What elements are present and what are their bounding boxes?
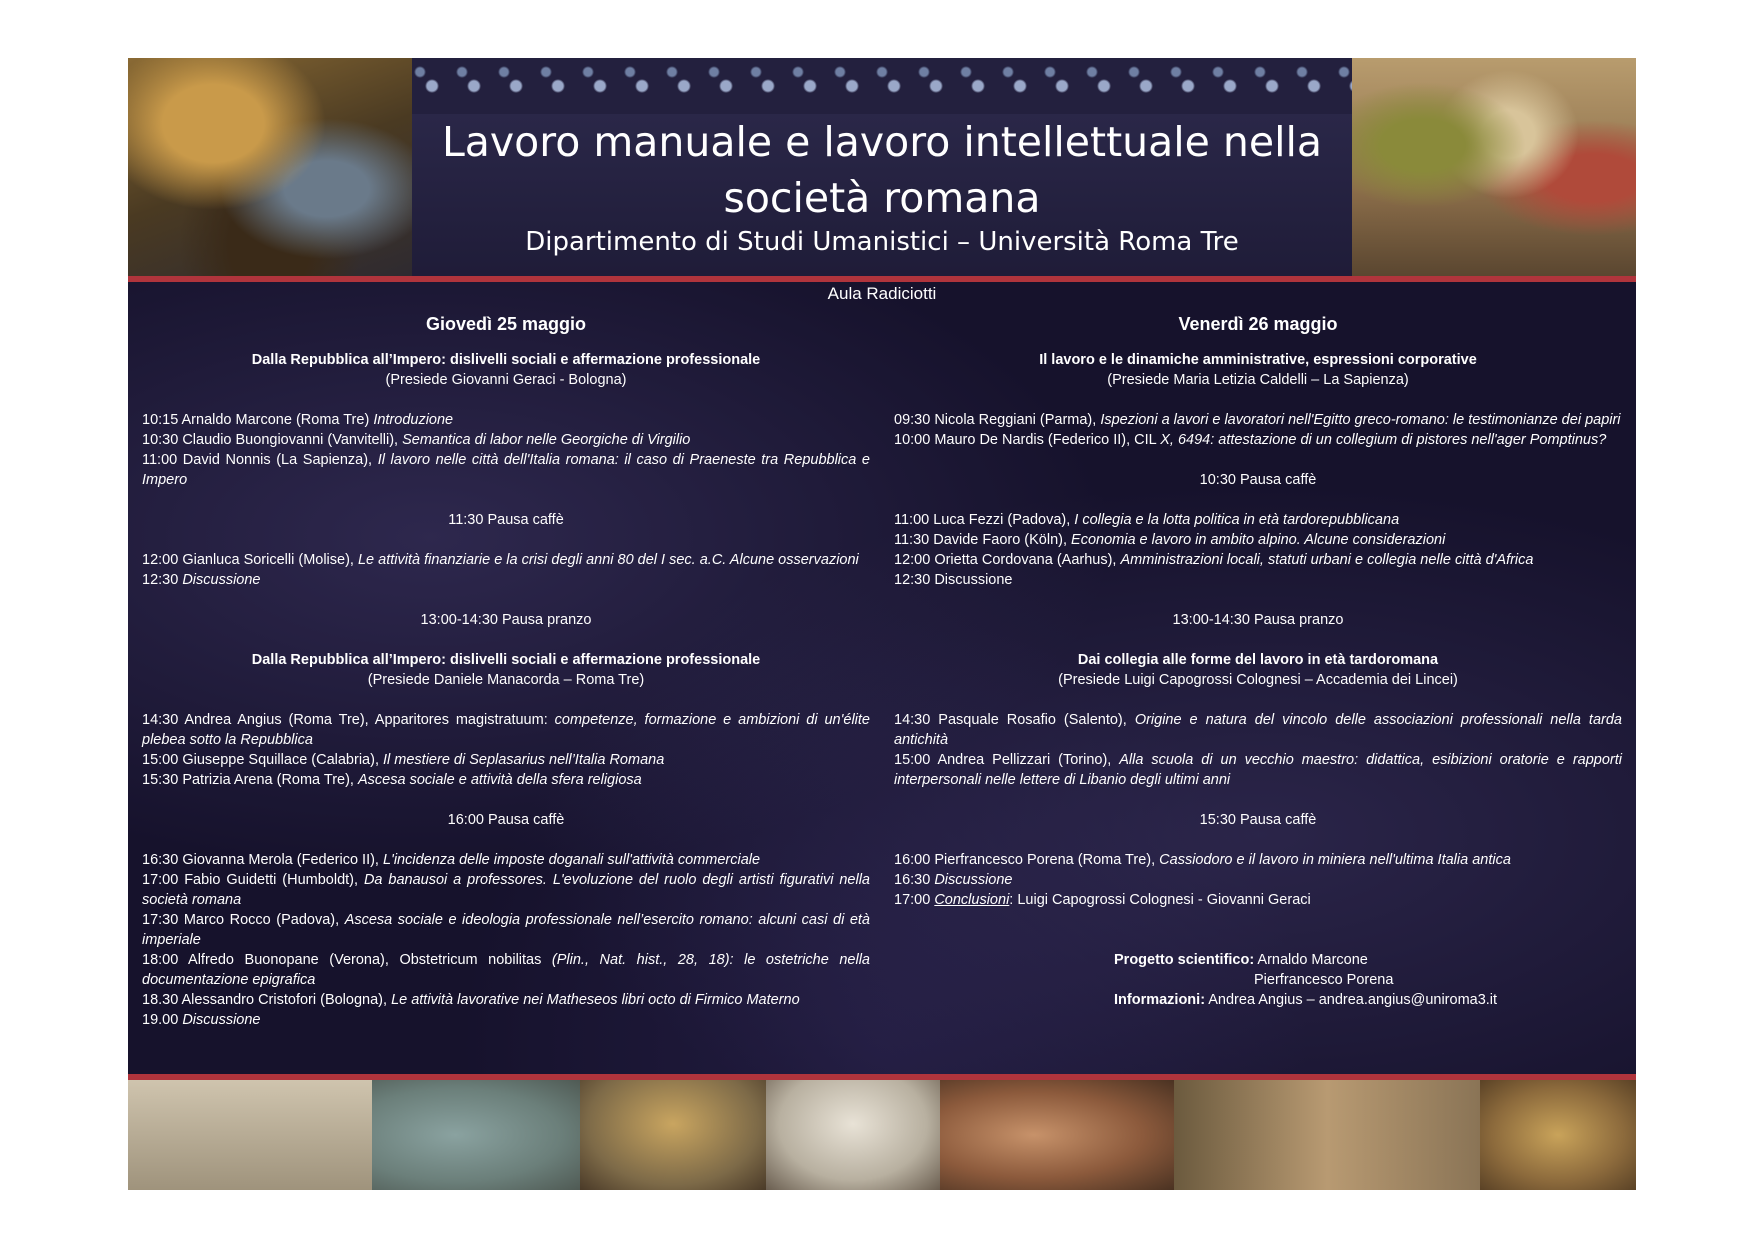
talk-speaker: 11:00 Luca Fezzi (Padova),	[894, 512, 1075, 528]
talk-speaker: 17:00 Fabio Guidetti (Humboldt),	[142, 872, 364, 888]
talk-title: (Plin., Nat. hist., 28, 18): le ostetriche nella documentazione epigrafica	[142, 952, 870, 988]
talk-list	[142, 710, 870, 790]
lunch-break: 13:00-14:30 Pausa pranzo	[420, 612, 592, 628]
boat-fresco-image	[372, 1080, 580, 1190]
musicians-mosaic-image	[1352, 58, 1636, 276]
talk-speaker: 09:30 Nicola Reggiani (Parma),	[894, 412, 1101, 428]
coffee-break: 16:00 Pausa caffè	[447, 812, 565, 828]
talk-item	[894, 750, 1622, 790]
talk-title: Ascesa sociale e attività della sfera religiosa	[358, 772, 642, 788]
closing-label: Conclusioni	[934, 892, 1010, 908]
credits-block	[1114, 950, 1622, 1010]
talk-item	[894, 430, 1622, 450]
talk-item	[142, 870, 870, 910]
session-chair: (Presiede Luigi Capogrossi Colognesi – Accademia dei Lincei)	[1058, 672, 1458, 688]
portrait-fresco-image	[940, 1080, 1174, 1190]
lunch-break: 13:00-14:30 Pausa pranzo	[1172, 612, 1344, 628]
talk-item	[894, 570, 1622, 590]
talk-title: Ascesa sociale e ideologia professionale nell’esercito romano: alcuni casi di età imperiale	[142, 912, 870, 948]
poster-title	[412, 114, 1352, 226]
talk-speaker: 18:00 Alfredo Buonopane (Verona), Obstetricum nobilitas	[142, 952, 552, 968]
talk-speaker: 16:30	[894, 872, 935, 888]
talk-item	[894, 510, 1622, 530]
talk-speaker: 12:30 Discussione	[894, 572, 1013, 588]
talk-speaker: 12:00 Gianluca Soricelli (Molise),	[142, 552, 358, 568]
talk-title: Da banausoi a professores. L'evoluzione del ruolo degli artisti figurativi nella società romana	[142, 872, 870, 908]
talk-speaker: 16:30 Giovanna Merola (Federico II),	[142, 852, 383, 868]
talk-item	[142, 750, 870, 770]
talk-title: Alla scuola di un vecchio maestro: didattica, esibizioni oratorie e rapporti interpersonali nelle lettere di Libanio degli ultimi anni	[894, 752, 1622, 788]
talk-item	[142, 910, 870, 950]
vine-decoration	[412, 58, 1352, 114]
poster-header	[128, 58, 1636, 276]
talk-item	[894, 550, 1622, 570]
talk-speaker: 10:00 Mauro De Nardis (Federico II), CIL	[894, 432, 1161, 448]
title-line-1: Lavoro manuale e lavoro intellettuale nella	[441, 118, 1323, 166]
talk-item	[894, 410, 1622, 430]
closing-speakers: : Luigi Capogrossi Colognesi - Giovanni Geraci	[1009, 892, 1311, 908]
closing-time: 17:00	[894, 892, 935, 908]
conference-poster	[128, 58, 1636, 1190]
talk-speaker: 11:00 David Nonnis (La Sapienza),	[142, 452, 378, 468]
header-text-block	[412, 114, 1352, 276]
talk-title: competenze, formazione e ambizioni di un'élite plebea sotto la Repubblica	[142, 712, 870, 748]
talk-title: Il lavoro nelle città dell'Italia romana: il caso di Praeneste tra Repubblica e Impero	[142, 452, 870, 488]
talk-speaker: 12:30	[142, 572, 183, 588]
talk-speaker: 15:00 Andrea Pellizzari (Torino),	[894, 752, 1120, 768]
talk-item	[142, 550, 870, 570]
talk-item	[142, 570, 870, 590]
talk-speaker: 19.00	[142, 1012, 183, 1028]
credits-label: Informazioni:	[1114, 992, 1206, 1008]
talk-list	[894, 850, 1622, 890]
talk-speaker: 16:00 Pierfrancesco Porena (Roma Tre),	[894, 852, 1160, 868]
day2-heading: Venerdì 26 maggio	[1178, 314, 1338, 334]
talk-item	[142, 990, 870, 1010]
talk-speaker: 14:30 Pasquale Rosafio (Salento),	[894, 712, 1135, 728]
talk-item	[894, 850, 1622, 870]
talk-title: Discussione	[934, 872, 1013, 888]
talk-list	[142, 550, 870, 590]
talk-item	[142, 410, 870, 430]
credits-value: Arnaldo Marcone	[1254, 952, 1368, 968]
session-title: Il lavoro e le dinamiche amministrative, espressioni corporative	[1039, 352, 1477, 368]
talk-speaker: 11:30 Davide Faoro (Köln),	[894, 532, 1072, 548]
talk-item	[894, 530, 1622, 550]
credits-value: Pierfrancesco Porena	[1254, 972, 1394, 988]
talk-title: Origine e natura del vincolo delle associazioni professionali nella tarda antichità	[894, 712, 1622, 748]
talk-title: Il mestiere di Seplasarius nell’Italia Romana	[383, 752, 665, 768]
venue-label: Aula Radiciotti	[827, 284, 937, 303]
talk-speaker: 10:30 Claudio Buongiovanni (Vanvitelli),	[142, 432, 403, 448]
talk-speaker: 14:30 Andrea Angius (Roma Tre), Apparitores magistratuum:	[142, 712, 555, 728]
coffee-break: 11:30 Pausa caffè	[448, 512, 564, 528]
talk-speaker: 12:00 Orietta Cordovana (Aarhus),	[894, 552, 1121, 568]
relief-image	[128, 1080, 372, 1190]
talk-item	[894, 870, 1622, 890]
talk-title: L'incidenza delle imposte doganali sull'attività commerciale	[382, 852, 761, 868]
harbor-mosaic-image	[128, 58, 412, 276]
talk-list	[142, 410, 870, 490]
talk-list	[894, 510, 1622, 590]
hunting-mosaic-image	[1174, 1080, 1480, 1190]
day1-column	[142, 312, 870, 1030]
day2-column	[894, 312, 1622, 1010]
figures-fresco-image	[1480, 1080, 1636, 1190]
talk-item	[142, 710, 870, 750]
talk-speaker: 15:30 Patrizia Arena (Roma Tre),	[142, 772, 358, 788]
program-body	[128, 282, 1636, 1132]
workers-mosaic-image	[766, 1080, 940, 1190]
talk-title: Introduzione	[373, 412, 454, 428]
session-chair: (Presiede Giovanni Geraci - Bologna)	[385, 372, 627, 388]
footer-image-strip	[128, 1080, 1636, 1190]
talk-title: Le attività lavorative nei Matheseos libri octo di Firmico Materno	[391, 992, 800, 1008]
talk-title: Economia e lavoro in ambito alpino. Alcune considerazioni	[1071, 532, 1446, 548]
talk-title: Discussione	[182, 1012, 261, 1028]
department-name: Dipartimento di Studi Umanistici – Università Roma Tre	[525, 227, 1239, 257]
talk-item	[894, 710, 1622, 750]
talk-item	[142, 430, 870, 450]
talk-item	[142, 450, 870, 490]
coffee-break: 15:30 Pausa caffè	[1199, 812, 1317, 828]
talk-item	[142, 950, 870, 990]
talk-title: Amministrazioni locali, statuti urbani e collegia nelle città d'Africa	[1120, 552, 1534, 568]
talk-item	[142, 850, 870, 870]
session-chair: (Presiede Daniele Manacorda – Roma Tre)	[367, 672, 645, 688]
day1-heading: Giovedì 25 maggio	[425, 314, 587, 334]
title-line-2: società romana	[723, 174, 1041, 222]
coffee-break: 10:30 Pausa caffè	[1199, 472, 1317, 488]
talk-title: Cassiodoro e il lavoro in miniera nell'ultima Italia antica	[1159, 852, 1511, 868]
talk-speaker: 17:30 Marco Rocco (Padova),	[142, 912, 345, 928]
talk-speaker: 15:00 Giuseppe Squillace (Calabria),	[142, 752, 383, 768]
talk-title: X, 6494: attestazione di un collegium di pistores nell'ager Pomptinus?	[1160, 432, 1607, 448]
talk-list	[142, 850, 870, 1030]
session-chair: (Presiede Maria Letizia Caldelli – La Sapienza)	[1107, 372, 1409, 388]
talk-title: Semantica di labor nelle Georgiche di Virgilio	[402, 432, 691, 448]
closing-remarks	[894, 890, 1622, 910]
talk-item	[142, 1010, 870, 1030]
talk-speaker: 18.30 Alessandro Cristofori (Bologna),	[142, 992, 392, 1008]
talk-list	[894, 710, 1622, 790]
talk-speaker: 10:15 Arnaldo Marcone (Roma Tre)	[142, 412, 374, 428]
contact-info: Andrea Angius – andrea.angius@uniroma3.it	[1205, 992, 1498, 1008]
bakery-fresco-image	[580, 1080, 766, 1190]
credits-label: Progetto scientifico:	[1114, 952, 1255, 968]
talk-title: I collegia e la lotta politica in età tardorepubblicana	[1074, 512, 1400, 528]
talk-list	[894, 410, 1622, 450]
session-title: Dai collegia alle forme del lavoro in età tardoromana	[1077, 652, 1439, 668]
session-title: Dalla Repubblica all’Impero: dislivelli sociali e affermazione professionale	[251, 352, 761, 368]
session-title: Dalla Repubblica all’Impero: dislivelli sociali e affermazione professionale	[251, 652, 761, 668]
talk-title: Le attività finanziarie e la crisi degli anni 80 del I sec. a.C. Alcune osservazioni	[357, 552, 859, 568]
talk-item	[142, 770, 870, 790]
talk-title: Discussione	[182, 572, 261, 588]
talk-title: Ispezioni a lavori e lavoratori nell'Egitto greco-romano: le testimonianze dei papiri	[1100, 412, 1621, 428]
